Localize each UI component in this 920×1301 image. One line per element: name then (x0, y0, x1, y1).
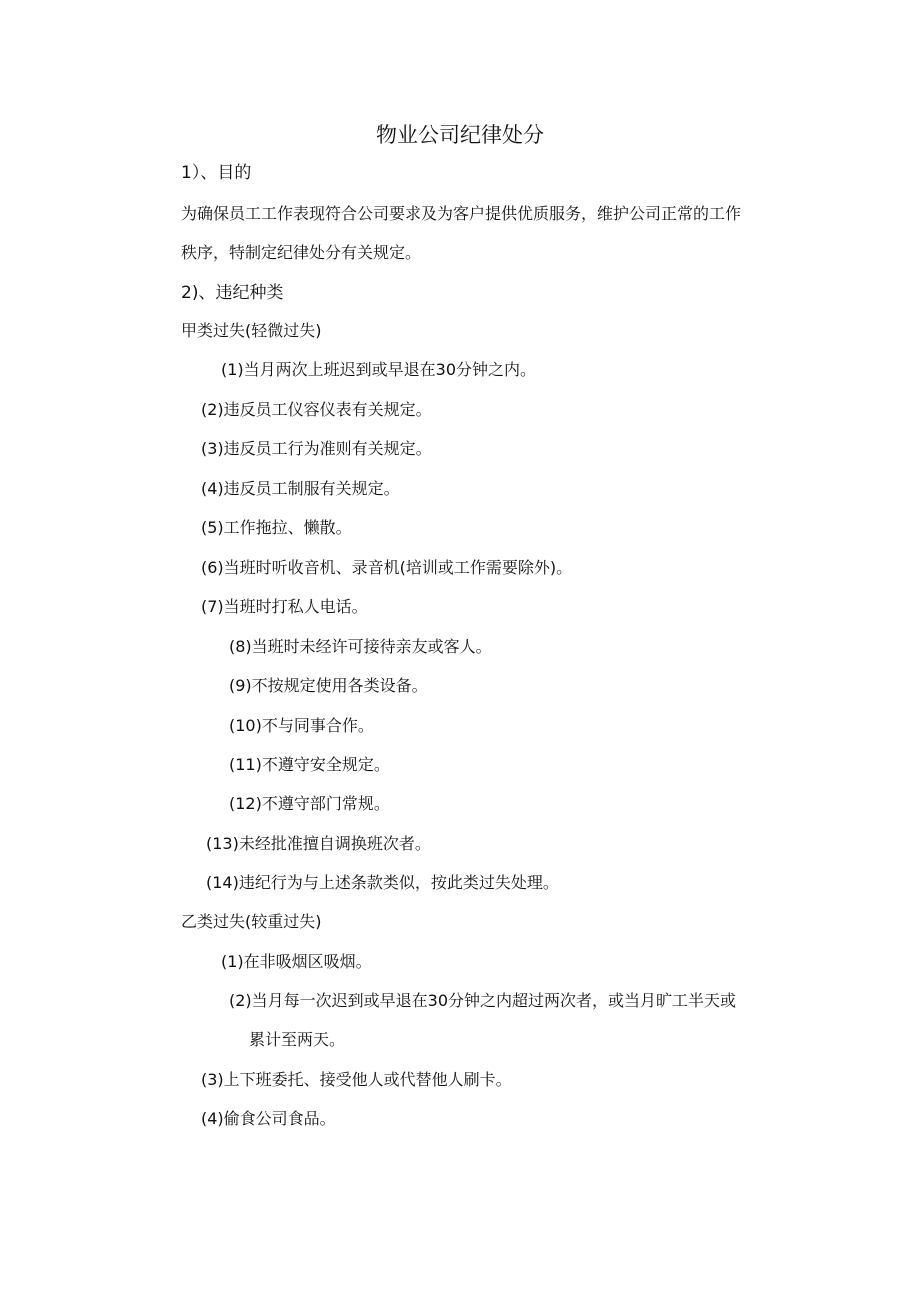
class-a-item: (7)当班时打私人电话。 (201, 597, 368, 616)
class-a-item: (10)不与同事合作。 (229, 716, 374, 735)
class-b-item: (2)当月每一次迟到或早退在30分钟之内超过两次者，或当月旷工半天或 (229, 991, 737, 1010)
class-a-item: (5)工作拖拉、懒散。 (201, 518, 352, 537)
class-a-item: (11)不遵守安全规定。 (229, 755, 390, 774)
class-a-item: (13)未经批准擅自调换班次者。 (206, 834, 431, 853)
purpose-text-line-2: 秩序，特制定纪律处分有关规定。 (181, 243, 422, 262)
class-a-item: (8)当班时未经许可接待亲友或客人。 (229, 637, 492, 656)
page-title: 物业公司纪律处分 (376, 123, 544, 147)
class-a-item: (9)不按规定使用各类设备。 (229, 676, 428, 695)
class-a-item: (2)违反员工仪容仪表有关规定。 (201, 400, 432, 419)
class-a-item: (12)不遵守部门常规。 (229, 794, 390, 813)
class-a-heading: 甲类过失(轻微过失) (181, 321, 322, 340)
class-a-item: (4)违反员工制服有关规定。 (201, 479, 400, 498)
class-b-item-continuation: 累计至两天。 (249, 1030, 346, 1049)
class-b-item: (3)上下班委托、接受他人或代替他人刷卡。 (201, 1070, 512, 1089)
section-heading-violation-types: 2)、违纪种类 (181, 283, 284, 303)
class-a-item: (14)违纪行为与上述条款类似，按此类过失处理。 (206, 873, 559, 892)
section-heading-purpose: 1）、目的 (181, 163, 252, 183)
class-a-item: (1)当月两次上班迟到或早退在30分钟之内。 (221, 360, 537, 379)
class-b-heading: 乙类过失(较重过失) (181, 912, 322, 931)
class-b-item: (4)偷食公司食品。 (201, 1109, 336, 1128)
class-b-item: (1)在非吸烟区吸烟。 (221, 952, 372, 971)
class-a-item: (3)违反员工行为准则有关规定。 (201, 439, 432, 458)
purpose-text-line-1: 为确保员工工作表现符合公司要求及为客户提供优质服务，维护公司正常的工作 (181, 204, 742, 223)
class-a-item: (6)当班时听收音机、录音机(培训或工作需要除外)。 (201, 558, 573, 577)
